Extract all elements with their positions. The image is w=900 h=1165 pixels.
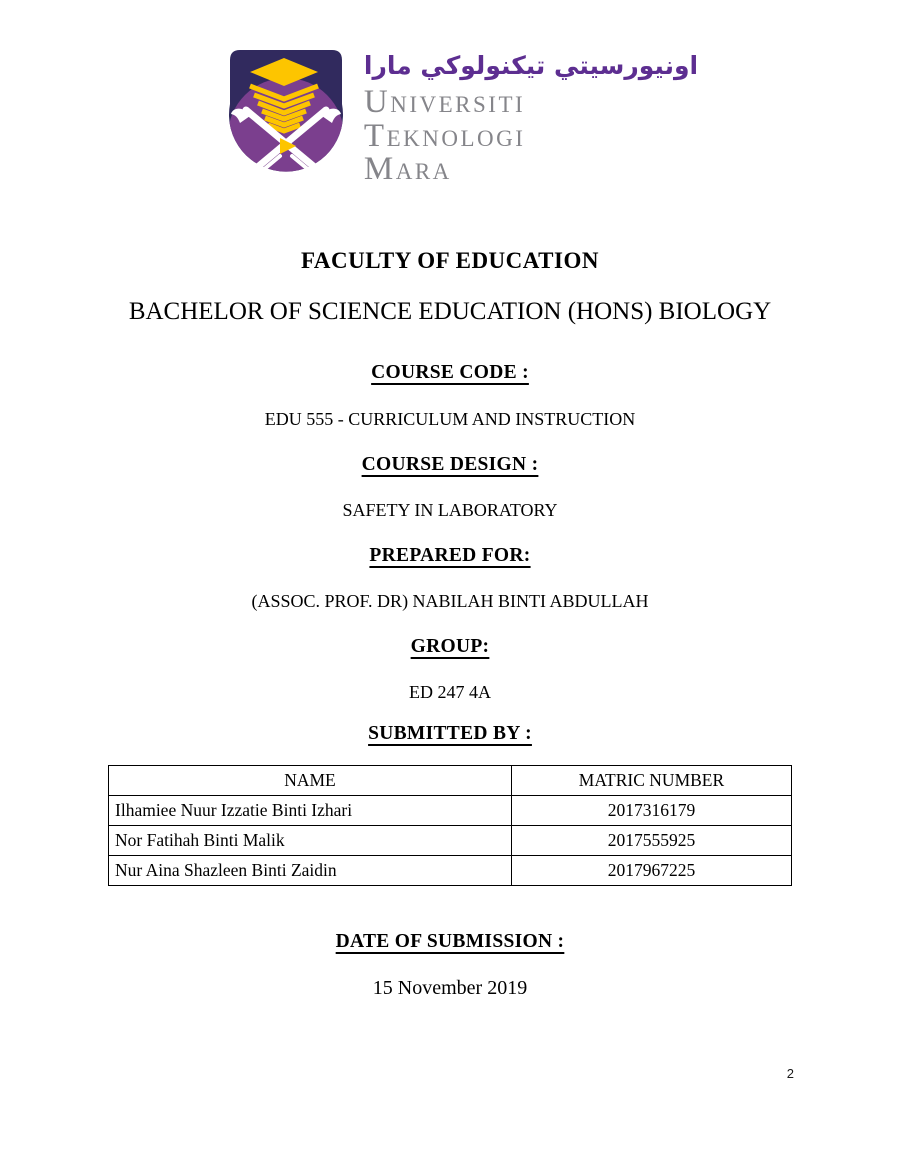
member-name: Ilhamiee Nuur Izzatie Binti Izhari bbox=[109, 796, 512, 826]
prepared-for-label: PREPARED FOR: bbox=[369, 545, 531, 566]
course-code-value: EDU 555 - CURRICULUM AND INSTRUCTION bbox=[264, 409, 636, 429]
member-matric: 2017967225 bbox=[511, 856, 791, 886]
date-of-submission-value: 15 November 2019 bbox=[372, 977, 528, 999]
table-row bbox=[109, 856, 792, 886]
table-row bbox=[109, 796, 792, 826]
table-header-row bbox=[109, 766, 792, 796]
course-design-value: SAFETY IN LABORATORY bbox=[342, 500, 558, 520]
members-table bbox=[108, 765, 792, 886]
programme-title: BACHELOR OF SCIENCE EDUCATION (HONS) BIOLOGY bbox=[128, 298, 772, 325]
submitted-by-label: SUBMITTED BY : bbox=[368, 723, 532, 744]
page-number: 2 bbox=[786, 1066, 794, 1081]
uitm-wordmark-line3: Mara bbox=[363, 151, 452, 187]
uitm-wordmark-line2: Teknologi bbox=[363, 117, 526, 154]
date-of-submission-label: DATE OF SUBMISSION : bbox=[335, 931, 565, 952]
uitm-logo bbox=[222, 46, 698, 198]
uitm-shield-icon bbox=[222, 46, 350, 198]
uitm-logo-text bbox=[364, 46, 698, 187]
uitm-jawi-text: اونيورسيتي تيكنولوكي مارا bbox=[363, 51, 699, 80]
group-value: ED 247 4A bbox=[409, 682, 491, 702]
course-code-label: COURSE CODE : bbox=[371, 362, 529, 383]
table-row bbox=[109, 826, 792, 856]
member-name: Nor Fatihah Binti Malik bbox=[109, 826, 512, 856]
header-matric-number: MATRIC NUMBER bbox=[511, 766, 791, 796]
member-name: Nur Aina Shazleen Binti Zaidin bbox=[109, 856, 512, 886]
group-label: GROUP: bbox=[410, 636, 490, 657]
member-matric: 2017555925 bbox=[511, 826, 791, 856]
course-design-label: COURSE DESIGN : bbox=[361, 454, 539, 475]
uitm-wordmark-line1: Universiti bbox=[363, 84, 526, 120]
prepared-for-value: (ASSOC. PROF. DR) NABILAH BINTI ABDULLAH bbox=[251, 591, 649, 611]
header-name: NAME bbox=[109, 766, 512, 796]
member-matric: 2017316179 bbox=[511, 796, 791, 826]
faculty-title: FACULTY OF EDUCATION bbox=[301, 248, 599, 273]
